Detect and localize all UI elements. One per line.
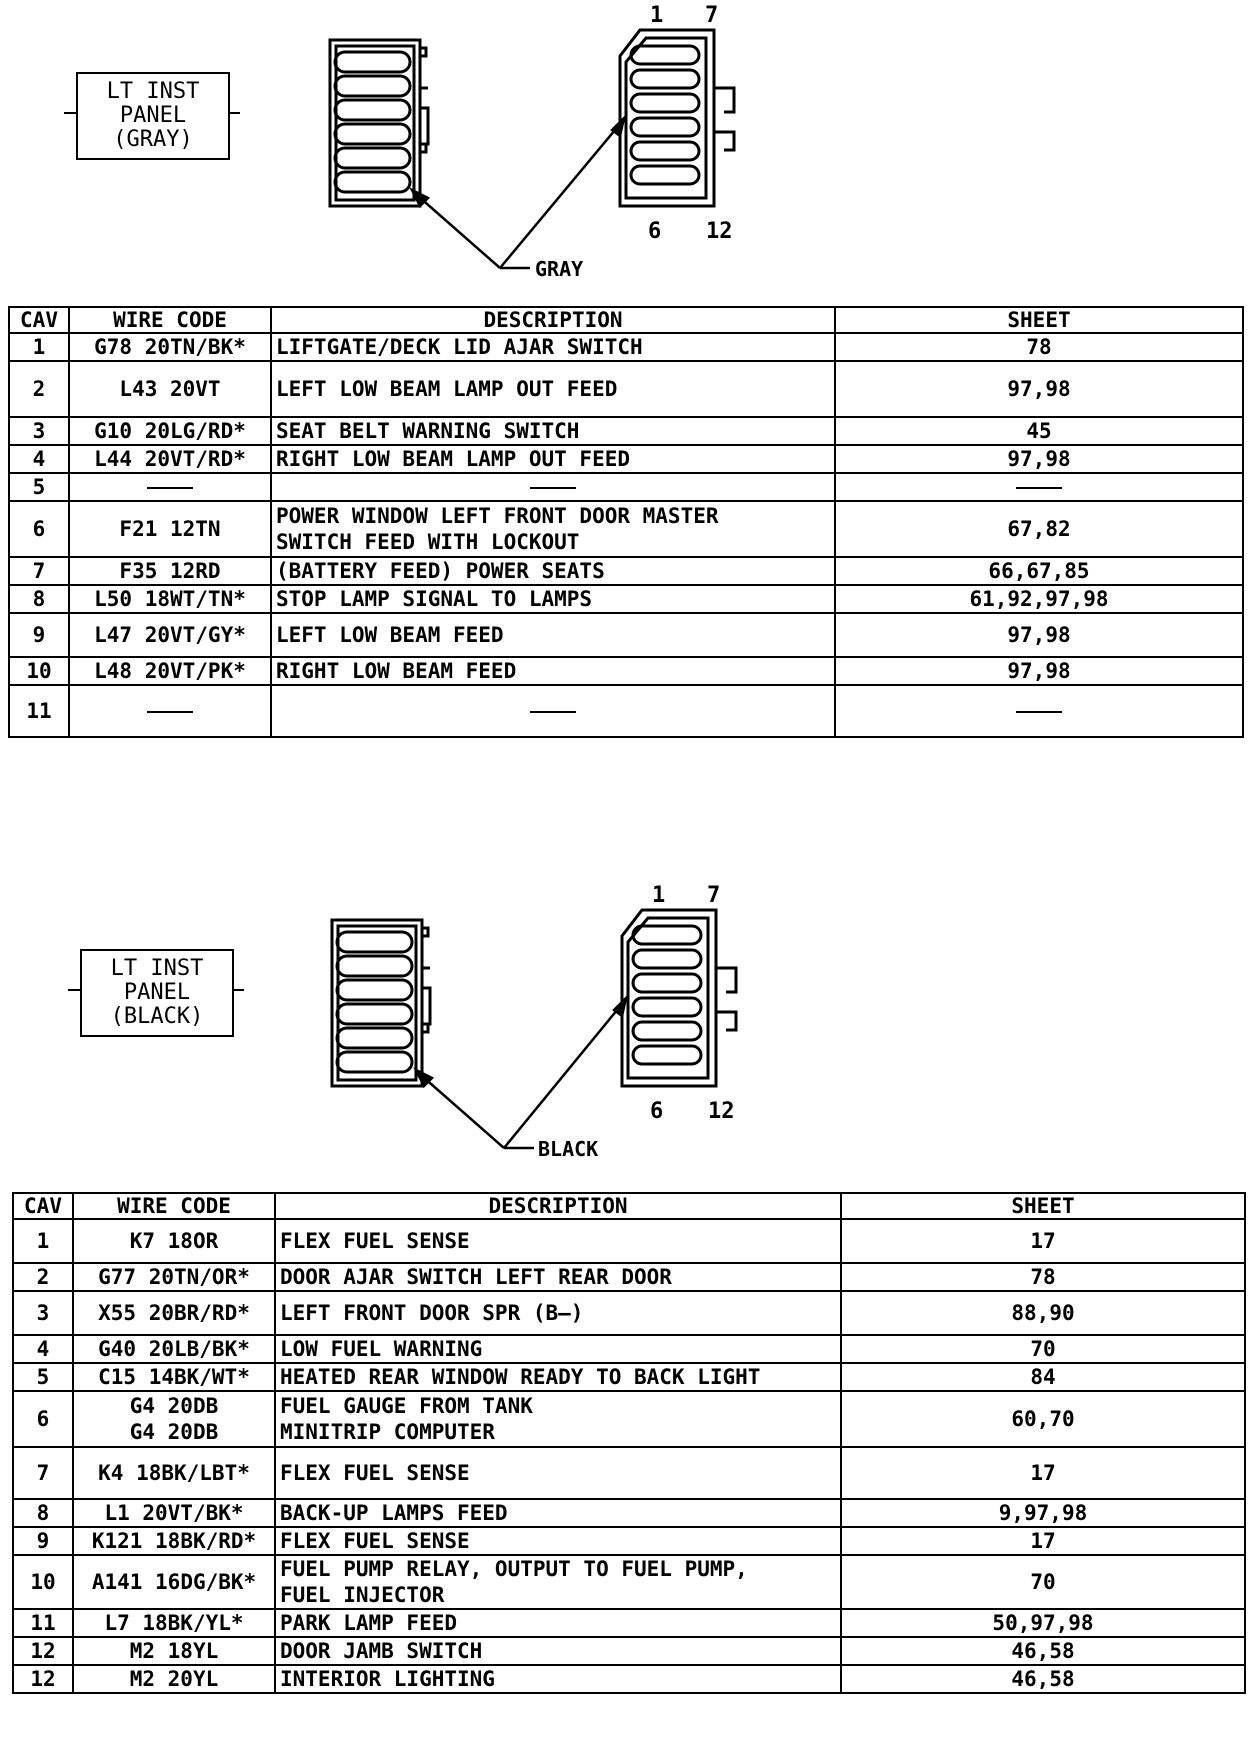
description-cell xyxy=(275,1391,841,1447)
wire-code-cell-line: A141 16DG/BK* xyxy=(91,1570,257,1594)
wire-code-cell xyxy=(73,1527,275,1555)
sheet-cell: 78 xyxy=(841,1263,1245,1291)
wire-code-cell xyxy=(73,1291,275,1335)
cav-cell: 12 xyxy=(13,1637,73,1665)
description-cell-line: PARK LAMP FEED xyxy=(280,1611,458,1635)
pin-label-top-left: 1 xyxy=(652,883,666,908)
cav-cell: 4 xyxy=(9,445,69,473)
cav-cell: 4 xyxy=(13,1335,73,1363)
cav-cell: 9 xyxy=(13,1527,73,1555)
description-cell xyxy=(271,473,835,501)
connector-label-line: (BLACK) xyxy=(110,1004,204,1029)
description-cell-line: SWITCH FEED WITH LOCKOUT xyxy=(276,530,580,554)
cav-cell: 1 xyxy=(13,1219,73,1263)
wire-code-cell-line: G77 20TN/OR* xyxy=(98,1265,250,1289)
wire-code-cell-line: L48 20VT/PK* xyxy=(94,659,246,683)
description-cell-line: LEFT FRONT DOOR SPR (B—) xyxy=(280,1301,584,1325)
description-cell-line: FLEX FUEL SENSE xyxy=(280,1461,470,1485)
sheet-cell: 50,97,98 xyxy=(841,1609,1245,1637)
pin-label-bottom-right: 12 xyxy=(706,219,733,244)
wire-code-cell xyxy=(73,1499,275,1527)
connector-diagram xyxy=(0,878,1248,1168)
wire-code-cell xyxy=(73,1219,275,1263)
wire-code-cell xyxy=(73,1609,275,1637)
description-cell xyxy=(275,1263,841,1291)
description-cell xyxy=(271,417,835,445)
sheet-cell: 61,92,97,98 xyxy=(835,585,1243,613)
cav-cell: 9 xyxy=(9,613,69,657)
table-row xyxy=(9,501,1243,557)
header-wire-code: WIRE CODE xyxy=(73,1193,275,1219)
connector-face-right xyxy=(620,30,734,206)
wire-code-cell-line: L44 20VT/RD* xyxy=(94,447,246,471)
description-cell-line: RIGHT LOW BEAM FEED xyxy=(276,659,517,683)
cav-cell: 3 xyxy=(9,417,69,445)
sheet-cell: 84 xyxy=(841,1363,1245,1391)
table-row xyxy=(9,361,1243,417)
wire-code-cell xyxy=(69,473,271,501)
description-cell-line: FLEX FUEL SENSE xyxy=(280,1229,470,1253)
description-cell xyxy=(271,657,835,685)
description-cell-line: STOP LAMP SIGNAL TO LAMPS xyxy=(276,587,593,611)
description-cell-line: SEAT BELT WARNING SWITCH xyxy=(276,419,580,443)
description-cell xyxy=(275,1335,841,1363)
cav-cell: 7 xyxy=(9,557,69,585)
wire-code-cell-line: K121 18BK/RD* xyxy=(91,1529,257,1553)
cavity-table xyxy=(8,306,1244,738)
description-cell xyxy=(271,501,835,557)
wire-code-cell-line: G40 20LB/BK* xyxy=(98,1337,250,1361)
wire-code-cell xyxy=(73,1263,275,1291)
description-cell-line: LEFT LOW BEAM FEED xyxy=(276,623,504,647)
empty-dash xyxy=(530,711,576,713)
sheet-cell: 97,98 xyxy=(835,361,1243,417)
wire-code-cell xyxy=(69,585,271,613)
wire-code-cell-line: K4 18BK/LBT* xyxy=(98,1461,250,1485)
description-cell-line: FUEL GAUGE FROM TANK xyxy=(280,1394,533,1418)
color-callout-label: GRAY xyxy=(535,257,584,281)
wire-code-cell-line: L1 20VT/BK* xyxy=(104,1501,244,1525)
description-cell-line: FUEL INJECTOR xyxy=(280,1583,445,1607)
cav-cell: 8 xyxy=(13,1499,73,1527)
pin-label-top-right: 7 xyxy=(707,883,721,908)
wire-code-cell xyxy=(69,557,271,585)
sheet-cell: 97,98 xyxy=(835,445,1243,473)
cav-cell: 6 xyxy=(13,1391,73,1447)
description-cell xyxy=(275,1527,841,1555)
cav-cell: 11 xyxy=(13,1609,73,1637)
wire-code-cell-line: M2 20YL xyxy=(129,1667,219,1691)
sheet-cell: 46,58 xyxy=(841,1665,1245,1693)
table-row xyxy=(13,1219,1245,1263)
header-sheet: SHEET xyxy=(835,307,1243,333)
table-row xyxy=(13,1665,1245,1693)
description-cell xyxy=(271,333,835,361)
wire-code-cell-line: X55 20BR/RD* xyxy=(98,1301,250,1325)
sheet-cell: 97,98 xyxy=(835,657,1243,685)
connector-label-line: (GRAY) xyxy=(113,127,193,152)
cav-cell: 2 xyxy=(13,1263,73,1291)
description-cell xyxy=(271,361,835,417)
connector-label-line: LT INST xyxy=(106,79,200,104)
wire-code-cell-line: F21 12TN xyxy=(119,517,221,541)
description-cell xyxy=(275,1447,841,1499)
header-description: DESCRIPTION xyxy=(271,307,835,333)
wire-code-cell-line: K7 18OR xyxy=(129,1229,219,1253)
connector-label-line: PANEL xyxy=(123,980,191,1005)
sheet-cell: 17 xyxy=(841,1447,1245,1499)
description-cell-line: LEFT LOW BEAM LAMP OUT FEED xyxy=(276,377,618,401)
description-cell xyxy=(271,613,835,657)
sheet-cell: 9,97,98 xyxy=(841,1499,1245,1527)
wire-code-cell xyxy=(73,1391,275,1447)
wire-code-cell-line: G4 20DB xyxy=(129,1420,219,1444)
table-row xyxy=(13,1291,1245,1335)
header-description: DESCRIPTION xyxy=(275,1193,841,1219)
description-cell xyxy=(275,1499,841,1527)
table-body xyxy=(13,1219,1245,1693)
cav-cell: 5 xyxy=(13,1363,73,1391)
wire-code-cell xyxy=(73,1665,275,1693)
sheet-cell: 70 xyxy=(841,1335,1245,1363)
connector-section-gray xyxy=(0,0,1248,800)
wire-code-cell-line: G10 20LG/RD* xyxy=(94,419,246,443)
header-cav: CAV xyxy=(13,1193,73,1219)
description-cell-line: (BATTERY FEED) POWER SEATS xyxy=(276,559,605,583)
cav-cell: 11 xyxy=(9,685,69,737)
description-cell-line: DOOR JAMB SWITCH xyxy=(280,1639,483,1663)
description-cell xyxy=(275,1291,841,1335)
sheet-cell: 97,98 xyxy=(835,613,1243,657)
table-row xyxy=(9,685,1243,737)
wire-code-cell xyxy=(73,1637,275,1665)
wire-code-cell-line: L50 18WT/TN* xyxy=(94,587,246,611)
table-row xyxy=(9,333,1243,361)
wire-code-cell-line: G78 20TN/BK* xyxy=(94,335,246,359)
table-row xyxy=(13,1609,1245,1637)
table-header-row xyxy=(13,1193,1245,1219)
description-cell xyxy=(271,585,835,613)
sheet-cell xyxy=(835,473,1243,501)
description-cell-line: MINITRIP COMPUTER xyxy=(280,1420,495,1444)
pin-label-top-left: 1 xyxy=(650,3,664,28)
callout-arrows xyxy=(416,998,626,1148)
sheet-cell: 60,70 xyxy=(841,1391,1245,1447)
sheet-cell: 70 xyxy=(841,1555,1245,1609)
cav-cell: 5 xyxy=(9,473,69,501)
connector-label-line: PANEL xyxy=(119,103,187,128)
table-row xyxy=(9,473,1243,501)
header-sheet: SHEET xyxy=(841,1193,1245,1219)
sheet-cell: 88,90 xyxy=(841,1291,1245,1335)
wire-code-cell-line: C15 14BK/WT* xyxy=(98,1365,250,1389)
description-cell-line: FLEX FUEL SENSE xyxy=(280,1529,470,1553)
wire-code-cell xyxy=(73,1363,275,1391)
wire-code-cell xyxy=(69,361,271,417)
description-cell-line: LOW FUEL WARNING xyxy=(280,1337,483,1361)
cav-cell: 12 xyxy=(13,1665,73,1693)
sheet-cell: 66,67,85 xyxy=(835,557,1243,585)
color-callout-label: BLACK xyxy=(538,1137,599,1161)
sheet-cell: 67,82 xyxy=(835,501,1243,557)
connector-diagram xyxy=(0,0,1248,290)
table-row xyxy=(13,1447,1245,1499)
table-row xyxy=(9,557,1243,585)
table-row xyxy=(13,1555,1245,1609)
connector-face-left xyxy=(330,40,428,206)
sheet-cell: 17 xyxy=(841,1527,1245,1555)
sheet-cell: 17 xyxy=(841,1219,1245,1263)
description-cell-line: POWER WINDOW LEFT FRONT DOOR MASTER xyxy=(276,504,719,528)
description-cell-line: FUEL PUMP RELAY, OUTPUT TO FUEL PUMP, xyxy=(280,1557,748,1581)
description-cell-line: HEATED REAR WINDOW READY TO BACK LIGHT xyxy=(280,1365,761,1389)
description-cell-line: DOOR AJAR SWITCH LEFT REAR DOOR xyxy=(280,1265,672,1289)
description-cell xyxy=(275,1609,841,1637)
wire-code-cell xyxy=(69,445,271,473)
empty-dash xyxy=(530,487,576,489)
table-row xyxy=(13,1335,1245,1363)
table-body xyxy=(9,333,1243,737)
table-row xyxy=(9,417,1243,445)
wire-code-cell-line: L43 20VT xyxy=(119,377,221,401)
wire-code-cell-line: M2 18YL xyxy=(129,1639,219,1663)
table-row xyxy=(13,1363,1245,1391)
cav-cell: 8 xyxy=(9,585,69,613)
table-row xyxy=(9,445,1243,473)
description-cell xyxy=(271,685,835,737)
pin-label-top-right: 7 xyxy=(705,3,719,28)
sheet-cell: 78 xyxy=(835,333,1243,361)
connector-label-line: LT INST xyxy=(110,956,204,981)
empty-dash xyxy=(1016,487,1062,489)
sheet-cell: 45 xyxy=(835,417,1243,445)
pin-label-bottom-right: 12 xyxy=(708,1099,735,1124)
wire-code-cell xyxy=(69,613,271,657)
wire-code-cell-line: F35 12RD xyxy=(119,559,221,583)
description-cell xyxy=(275,1637,841,1665)
description-cell-line: RIGHT LOW BEAM LAMP OUT FEED xyxy=(276,447,631,471)
wire-code-cell-line: L47 20VT/GY* xyxy=(94,623,246,647)
description-cell xyxy=(275,1665,841,1693)
table-row xyxy=(13,1637,1245,1665)
table-header-row xyxy=(9,307,1243,333)
table-row xyxy=(13,1263,1245,1291)
pin-label-bottom-left: 6 xyxy=(648,219,662,244)
header-wire-code: WIRE CODE xyxy=(69,307,271,333)
cavity-table xyxy=(12,1192,1246,1694)
callout-arrows xyxy=(412,118,624,268)
connector-face-right xyxy=(622,910,736,1086)
table-row xyxy=(9,585,1243,613)
empty-dash xyxy=(147,487,193,489)
wire-code-cell-line: L7 18BK/YL* xyxy=(104,1611,244,1635)
description-cell xyxy=(275,1363,841,1391)
description-cell-line: LIFTGATE/DECK LID AJAR SWITCH xyxy=(276,335,643,359)
table-row xyxy=(13,1391,1245,1447)
table-row xyxy=(9,613,1243,657)
empty-dash xyxy=(147,711,193,713)
table-row xyxy=(13,1527,1245,1555)
description-cell xyxy=(275,1555,841,1609)
sheet-cell xyxy=(835,685,1243,737)
wire-code-cell xyxy=(69,685,271,737)
table-row xyxy=(9,657,1243,685)
description-cell xyxy=(271,557,835,585)
table-row xyxy=(13,1499,1245,1527)
wire-code-cell-line: G4 20DB xyxy=(129,1394,219,1418)
cav-cell: 6 xyxy=(9,501,69,557)
description-cell-line: INTERIOR LIGHTING xyxy=(280,1667,495,1691)
cav-cell: 7 xyxy=(13,1447,73,1499)
connector-face-left xyxy=(332,920,430,1086)
wire-code-cell xyxy=(73,1555,275,1609)
wire-code-cell xyxy=(73,1447,275,1499)
cav-cell: 1 xyxy=(9,333,69,361)
pin-label-bottom-left: 6 xyxy=(650,1099,664,1124)
description-cell-line: BACK-UP LAMPS FEED xyxy=(280,1501,508,1525)
description-cell xyxy=(271,445,835,473)
wire-code-cell xyxy=(69,417,271,445)
description-cell xyxy=(275,1219,841,1263)
cav-cell: 2 xyxy=(9,361,69,417)
connector-section-black xyxy=(0,878,1248,1764)
empty-dash xyxy=(1016,711,1062,713)
wire-code-cell xyxy=(69,657,271,685)
header-cav: CAV xyxy=(9,307,69,333)
wire-code-cell xyxy=(69,501,271,557)
cav-cell: 3 xyxy=(13,1291,73,1335)
sheet-cell: 46,58 xyxy=(841,1637,1245,1665)
cav-cell: 10 xyxy=(9,657,69,685)
wire-code-cell xyxy=(73,1335,275,1363)
wire-code-cell xyxy=(69,333,271,361)
cav-cell: 10 xyxy=(13,1555,73,1609)
